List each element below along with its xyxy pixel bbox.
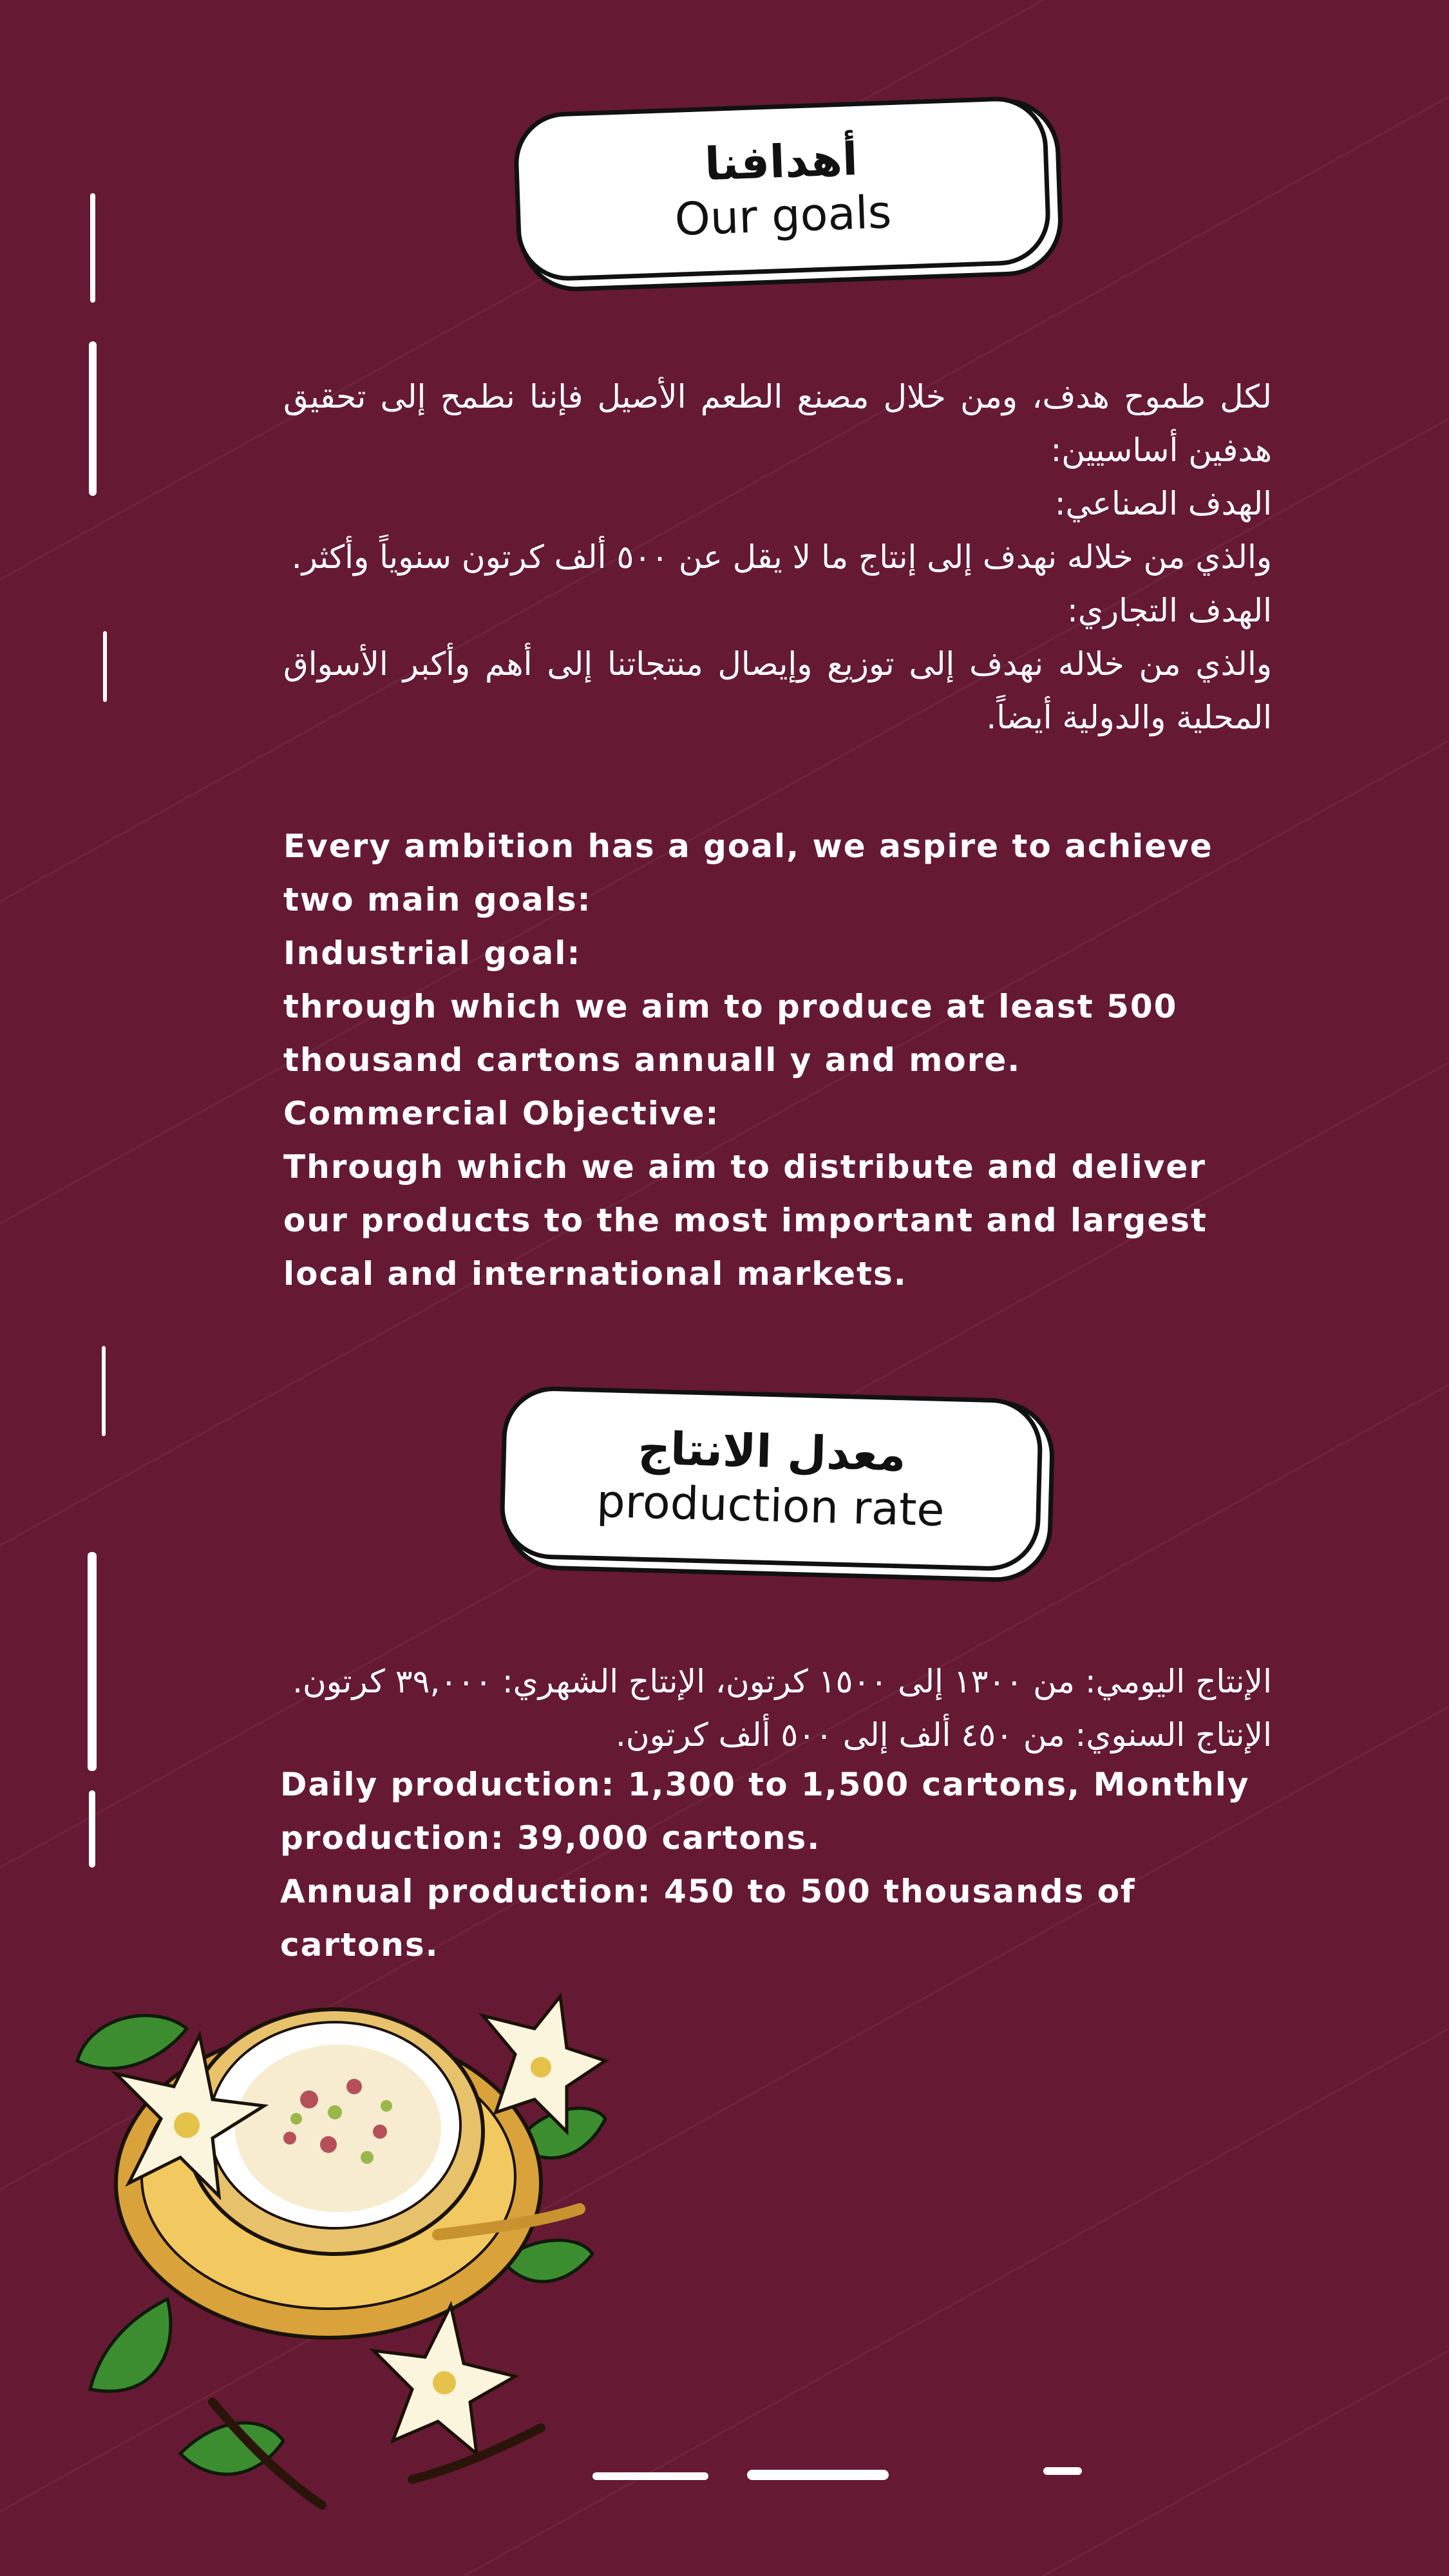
- goals-en-industrial-body: through which we aim to produce at least 500 thousand cartons annuall y and more.: [283, 988, 1178, 1079]
- goals-english-text: [283, 820, 1272, 1301]
- goals-ar-industrial-body: والذي من خلاله نهدف إلى إنتاج ما لا يقل عن ٥٠٠ ألف كرتون سنوياً وأكثر.: [291, 538, 1272, 576]
- goals-ar-industrial-heading: الهدف الصناعي:: [1054, 485, 1272, 522]
- goals-ar-intro: لكل طموح هدف، ومن خلال مصنع الطعم الأصيل فإننا نطمح إلى تحقيق هدفين أساسيين:: [283, 378, 1272, 469]
- production-title-english: production rate: [596, 1474, 945, 1537]
- production-arabic-text: [274, 1655, 1272, 1762]
- production-title-card: [499, 1385, 1044, 1572]
- goals-title-arabic: أهدافنا: [703, 132, 859, 191]
- production-title-arabic: معدل الانتاج: [637, 1421, 907, 1482]
- production-en-daily: Daily production: 1,300 to 1,500 cartons, Monthly production: 39,000 cartons.: [280, 1766, 1250, 1857]
- goals-arabic-text: [283, 370, 1272, 744]
- bottom-brush-strokes: [592, 2463, 1133, 2489]
- goals-ar-commercial-heading: الهدف التجاري:: [1067, 592, 1272, 629]
- production-ar-daily: الإنتاج اليومي: من ١٣٠٠ إلى ١٥٠٠ كرتون، الإنتاج الشهري: ٣٩,٠٠٠ كرتون.: [292, 1663, 1272, 1700]
- goals-ar-commercial-body: والذي من خلاله نهدف إلى توزيع وإيصال منتجاتنا إلى أهم وأكبر الأسواق المحلية والدولية أيضاً.: [283, 645, 1272, 736]
- goals-title-card: [513, 95, 1052, 283]
- production-english-text: [280, 1758, 1272, 1972]
- dessert-illustration: [52, 1990, 618, 2550]
- production-en-annual: Annual production: 450 to 500 thousands of cartons.: [280, 1873, 1136, 1964]
- left-brush-marks: [84, 193, 122, 1868]
- goals-en-intro: Every ambition has a goal, we aspire to achieve two main goals:: [283, 828, 1213, 918]
- production-ar-annual: الإنتاج السنوي: من ٤٥٠ ألف إلى ٥٠٠ ألف كرتون.: [615, 1716, 1272, 1754]
- goals-en-commercial-heading: Commercial Objective:: [283, 1095, 720, 1132]
- goals-title-english: Our goals: [674, 185, 893, 246]
- goals-en-commercial-body: Through which we aim to distribute and deliver our products to the most important and largest local and international markets.: [283, 1148, 1208, 1293]
- goals-en-industrial-heading: Industrial goal:: [283, 934, 582, 972]
